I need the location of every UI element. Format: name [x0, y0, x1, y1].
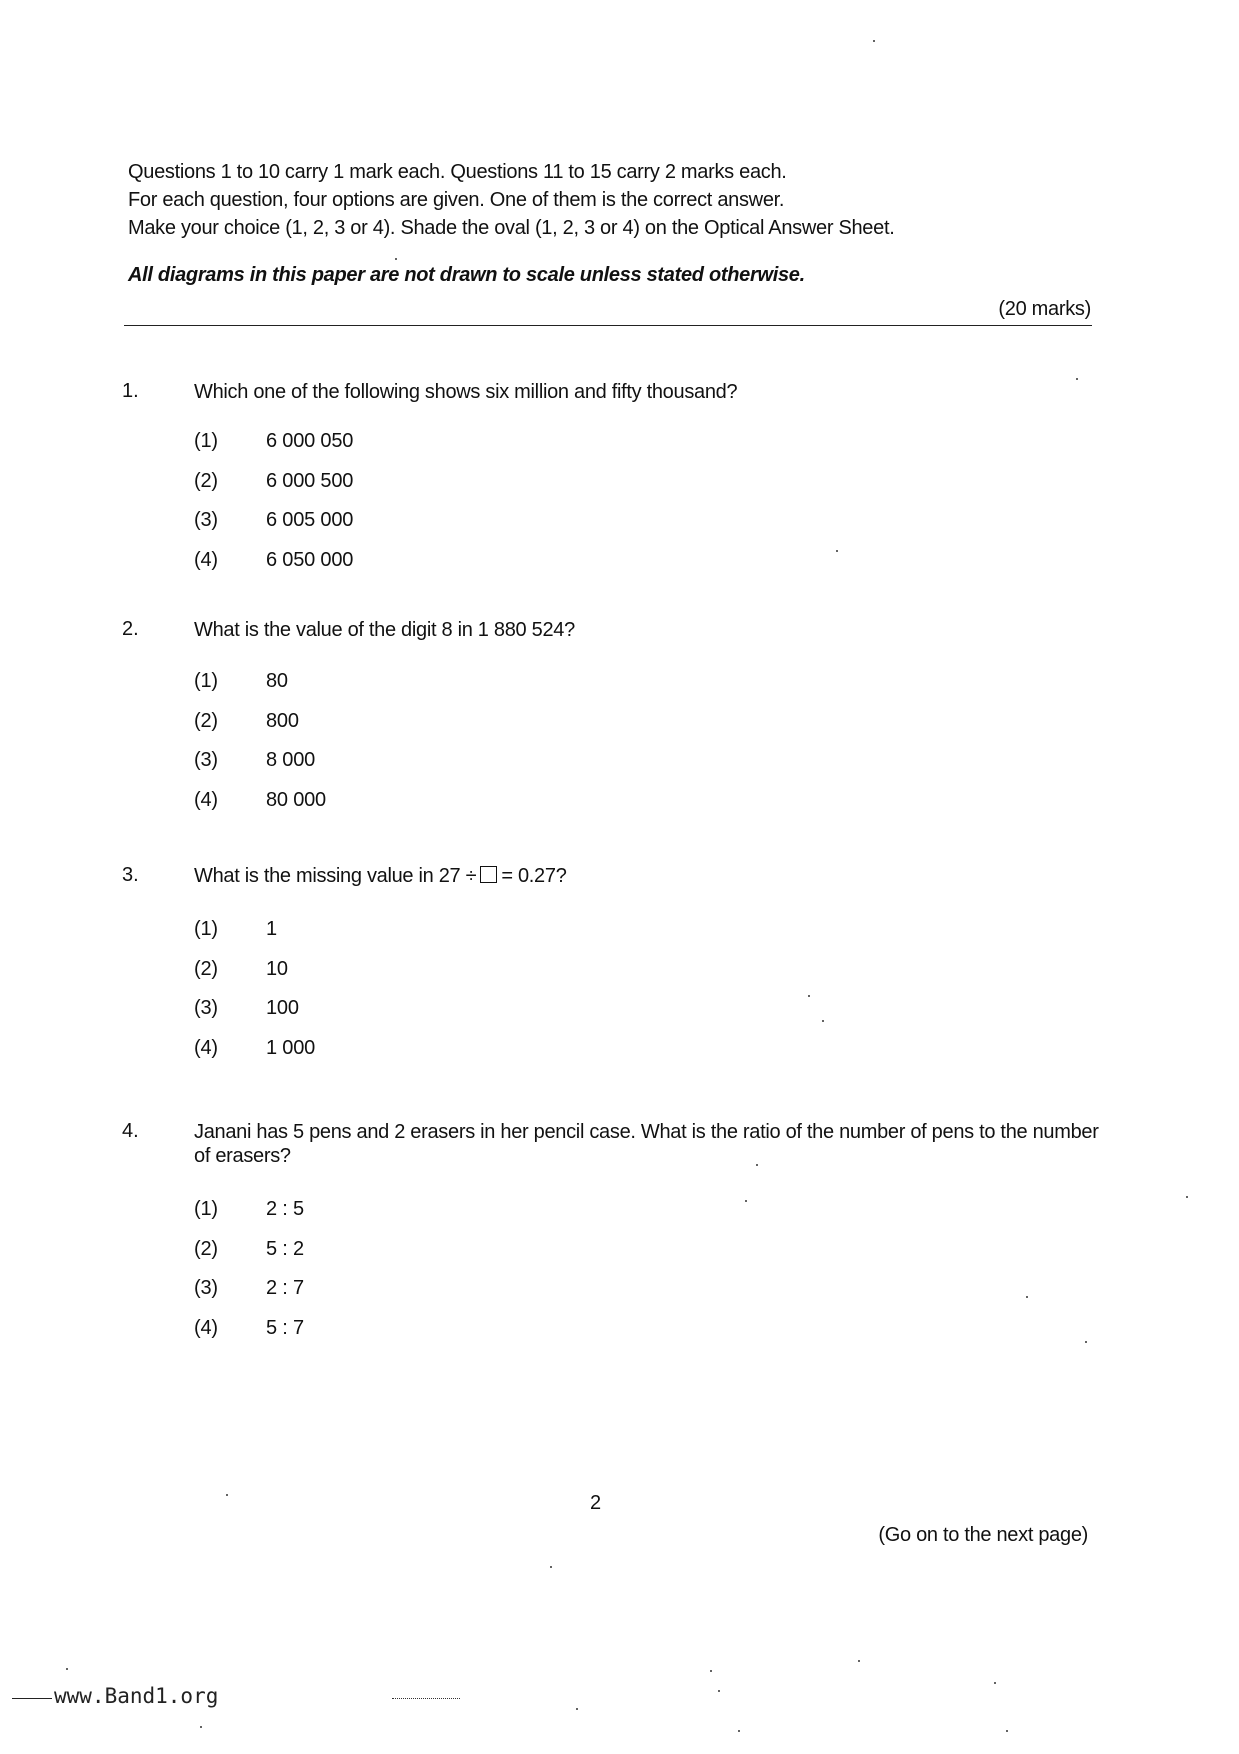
next-page-note: (Go on to the next page) [878, 1524, 1088, 1546]
scan-speck [1085, 1341, 1087, 1343]
scan-speck [1076, 378, 1078, 380]
option-label: (1) [194, 430, 218, 452]
instruction-line: For each question, four options are given. One of them is the correct answer. [128, 189, 785, 211]
scan-speck [576, 1708, 578, 1710]
question-number: 2. [122, 618, 139, 640]
question-number: 4. [122, 1120, 139, 1142]
scan-speck [710, 1670, 712, 1672]
instruction-line: Questions 1 to 10 carry 1 mark each. Questions 11 to 15 carry 2 marks each. [128, 161, 787, 183]
option-value: 100 [266, 997, 299, 1019]
option-value: 6 005 000 [266, 509, 354, 531]
question-text-part: = 0.27? [501, 865, 567, 887]
option-label: (4) [194, 788, 218, 811]
option-value: 1 [266, 918, 277, 940]
footer-site [12, 1684, 218, 1708]
scan-speck [822, 1020, 824, 1022]
option-value: 6 000 050 [266, 430, 354, 452]
scan-speck [66, 1668, 68, 1670]
instructions [128, 158, 1098, 242]
scan-speck [200, 1726, 202, 1728]
option-label: (3) [194, 997, 218, 1019]
footer-dotted-line [392, 1698, 460, 1699]
question-text: Janani has 5 pens and 2 erasers in her pencil case. What is the ratio of the number of pens to the number of erasers? [194, 1121, 1099, 1167]
scan-speck [226, 1494, 228, 1496]
section-marks: (20 marks) [998, 298, 1091, 320]
option-label: (2) [194, 709, 218, 732]
option-value: 2 : 7 [266, 1277, 304, 1299]
option-label: (3) [194, 1277, 218, 1299]
option-label: (1) [194, 1198, 218, 1220]
missing-value-box [480, 866, 497, 883]
option-value: 5 : 2 [266, 1237, 304, 1260]
scan-speck [718, 1690, 720, 1692]
option-value: 5 : 7 [266, 1316, 304, 1339]
scan-speck [756, 1164, 758, 1166]
option-label: (2) [194, 469, 218, 492]
option-value: 80 [266, 670, 288, 692]
footer-site-text: www.Band1.org [54, 1684, 219, 1708]
option-label: (3) [194, 509, 218, 531]
option-label: (1) [194, 918, 218, 940]
option-value: 10 [266, 957, 288, 980]
diagram-note: All diagrams in this paper are not drawn to scale unless stated otherwise. [128, 264, 805, 286]
scan-speck [1006, 1730, 1008, 1732]
scan-speck [745, 1200, 747, 1202]
option-label: (4) [194, 548, 218, 571]
option-label: (4) [194, 1036, 218, 1059]
page-number: 2 [590, 1492, 602, 1514]
scan-speck [1186, 1196, 1188, 1198]
scan-speck [858, 1660, 860, 1662]
scan-speck [550, 1566, 552, 1568]
question-text: What is the value of the digit 8 in 1 880 524? [194, 619, 575, 641]
option-value: 6 000 500 [266, 469, 354, 492]
question-text: Which one of the following shows six million and fifty thousand? [194, 381, 738, 403]
scan-speck [873, 40, 875, 42]
instruction-line: Make your choice (1, 2, 3 or 4). Shade the oval (1, 2, 3 or 4) on the Optical Answer Sheet. [128, 217, 895, 239]
question-number: 3. [122, 864, 139, 886]
option-value: 2 : 5 [266, 1198, 304, 1220]
scan-speck [738, 1730, 740, 1732]
option-value: 1 000 [266, 1036, 316, 1059]
question-number: 1. [122, 380, 139, 402]
option-label: (2) [194, 1237, 218, 1260]
question-text [194, 864, 1104, 888]
option-value: 8 000 [266, 749, 316, 771]
scan-speck [395, 258, 397, 260]
option-label: (2) [194, 957, 218, 980]
question-text-part: What is the missing value in 27 ÷ [194, 865, 477, 887]
option-label: (3) [194, 749, 218, 771]
scan-speck [994, 1682, 996, 1684]
option-value: 6 050 000 [266, 548, 354, 571]
scan-speck [808, 995, 810, 997]
scan-speck [836, 550, 838, 552]
option-label: (1) [194, 670, 218, 692]
divider [124, 325, 1092, 326]
scan-speck [1026, 1296, 1028, 1298]
option-label: (4) [194, 1316, 218, 1339]
option-value: 80 000 [266, 788, 326, 811]
option-value: 800 [266, 709, 299, 732]
